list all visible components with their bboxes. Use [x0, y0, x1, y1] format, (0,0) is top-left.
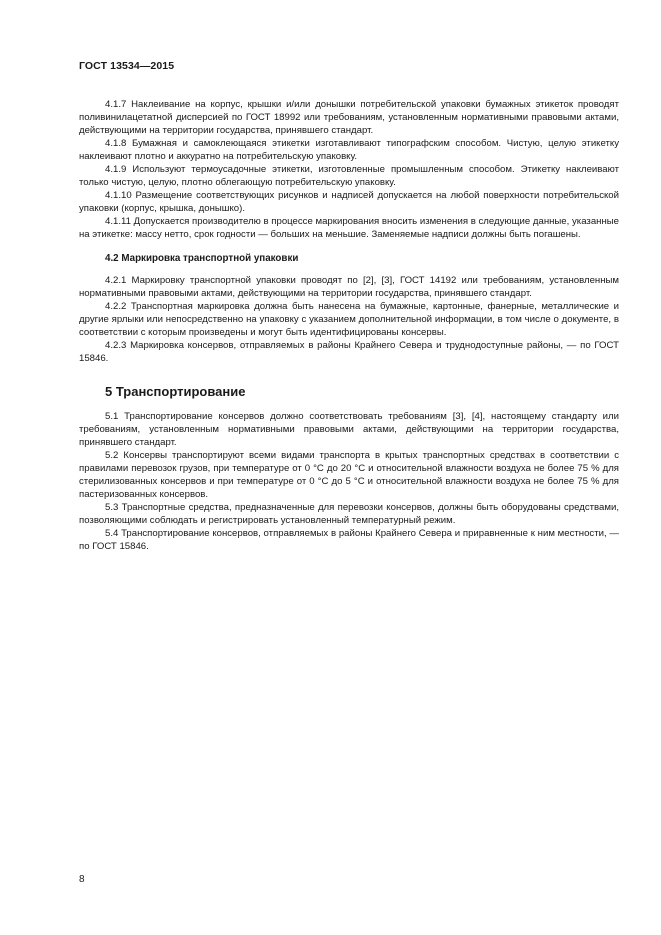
document-header: ГОСТ 13534—2015: [79, 60, 175, 72]
paragraph-4-1-7: 4.1.7 Наклеивание на корпус, крышки и/или донышки потребительской упаковки бумажных этикеток проводят поливинилацетатной дисперсией по ГОСТ 18992 или требованиям, установленным нормативными правовыми актами, действующими на территории государства, принявшего стандарт.: [79, 99, 619, 137]
paragraph-5-2: 5.2 Консервы транспортируют всеми видами транспорта в крытых транспортных средствах в соответствии с правилами перевозок грузов, при температуре от 0 °С до 20 °С и относительной влажности воздуха не более 75 % для стерилизованных консервов и при температуре от 0 °С до 5 °С и относительной влажности воздуха не более 75 % для пастеризованных консервов.: [79, 449, 619, 501]
paragraph-5-1: 5.1 Транспортирование консервов должно соответствовать требованиям [3], [4], настоящему стандарту или требованиям, установленным нормативными правовыми актами, действующими на территории государства, принявшего стандарт.: [79, 410, 619, 448]
paragraph-5-4: 5.4 Транспортирование консервов, отправляемых в районы Крайнего Севера и приравненные к ним местности, — по ГОСТ 15846.: [79, 528, 619, 553]
paragraph-4-2-2: 4.2.2 Транспортная маркировка должна быть нанесена на бумажные, картонные, фанерные, металлические и другие ярлыки или непосредственно на упаковку с указанием дополнительной информации, в том числе о документе, в соответствии с которым произведены и могут быть идентифицированы консервы.: [79, 300, 619, 338]
paragraph-4-1-9: 4.1.9 Используют термоусадочные этикетки, изготовленные промышленным способом. Этикетку наклеивают только чистую, целую, плотно облегающую потребительскую упаковку.: [79, 164, 619, 189]
section-heading-5: 5 Транспортирование: [105, 383, 246, 399]
paragraph-4-1-10: 4.1.10 Размещение соответствующих рисунков и надписей допускается на любой поверхности потребительской упаковки (корпус, крышка, донышко).: [79, 190, 619, 215]
page-number: 8: [79, 874, 85, 885]
document-body: [79, 98, 619, 553]
paragraph-4-1-11: 4.1.11 Допускается производителю в процессе маркирования вносить изменения в следующие данные, указанные на этикетке: массу нетто, срок годности — больших на меньшие. Заменяемые надписи должны быть погашены.: [79, 216, 619, 241]
paragraph-5-3: 5.3 Транспортные средства, предназначенные для перевозки консервов, должны быть оборудованы средствами, позволяющими соблюдать и регистрировать установленный температурный режим.: [79, 502, 619, 527]
paragraph-4-2-1: 4.2.1 Маркировку транспортной упаковки проводят по [2], [3], ГОСТ 14192 или требованиям, установленным нормативными правовыми актами, действующими на территории государства, принявшего стандарт.: [79, 274, 619, 299]
subsection-heading-4-2: 4.2 Маркировка транспортной упаковки: [105, 252, 299, 264]
paragraph-4-1-8: 4.1.8 Бумажная и самоклеющаяся этикетки изготавливают типографским способом. Чистую, целую этикетку наклеивают плотно и аккуратно на потребительскую упаковку.: [79, 138, 619, 163]
paragraph-4-2-3: 4.2.3 Маркировка консервов, отправляемых в районы Крайнего Севера и труднодоступные районы, — по ГОСТ 15846.: [79, 339, 619, 364]
